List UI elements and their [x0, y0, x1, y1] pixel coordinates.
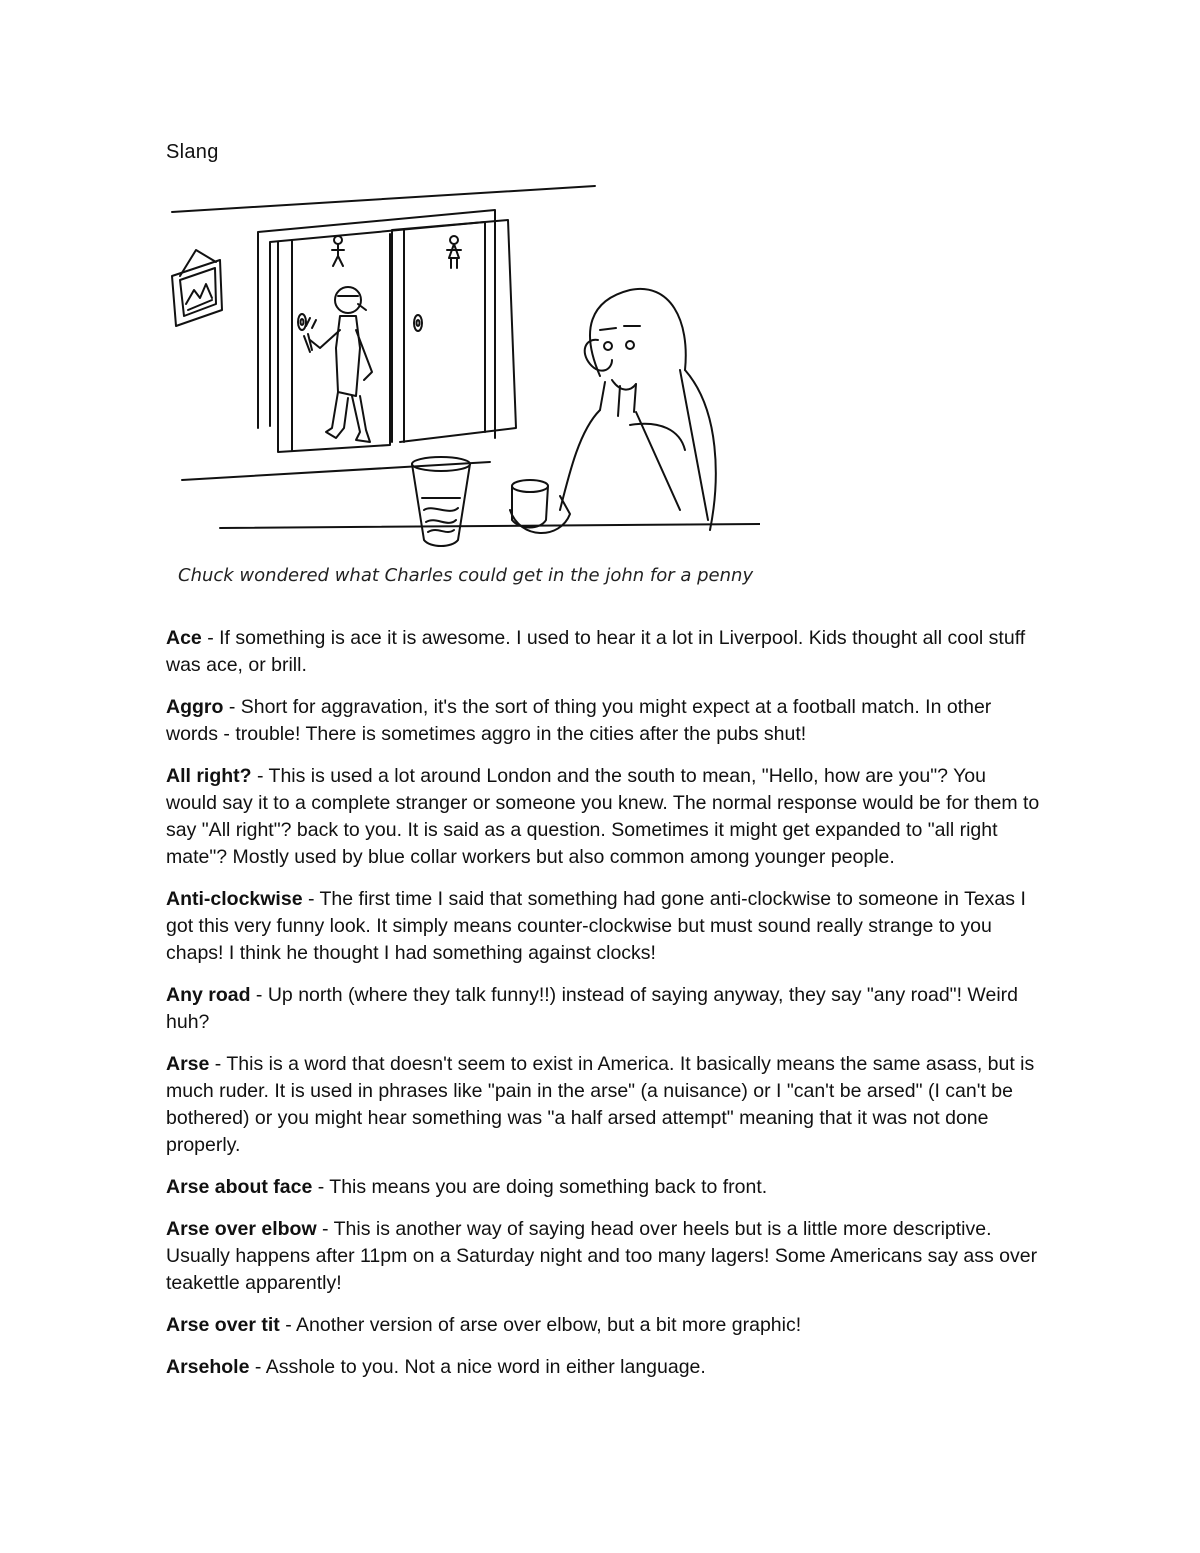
- entry-term: Arse about face: [166, 1176, 313, 1198]
- entry-definition: - If something is ace it is awesome. I used to hear it a lot in Liverpool. Kids thought all cool stuff was ace, or brill.: [166, 627, 1026, 676]
- entry-term: Aggro: [166, 696, 224, 718]
- glossary-entry-ace: [166, 625, 1041, 679]
- entry-definition: - This means you are doing something back to front.: [312, 1176, 768, 1198]
- glossary-entries: [166, 625, 1041, 1396]
- entry-term: Arse: [166, 1053, 210, 1075]
- entry-term: Arse over elbow: [166, 1218, 317, 1240]
- cartoon-illustration: [160, 180, 760, 555]
- entry-term: Any road: [166, 984, 251, 1006]
- entry-term: All right?: [166, 765, 252, 787]
- figure-caption: Chuck wondered what Charles could get in the john for a penny: [178, 565, 754, 586]
- entry-definition: - This is used a lot around London and the south to mean, "Hello, how are you"? You would say it to a complete stranger or someone you knew. The normal response would be for them to say "All right"? back to you. It is said as a question. Sometimes it might get expanded to "all right mate"? Mostly used by blue collar workers but also common among younger people.: [166, 765, 1040, 868]
- entry-definition: - This is a word that doesn't seem to exist in America. It basically means the same asass, but is much ruder. It is used in phrases like "pain in the arse" (a nuisance) or I "can't be arsed" (I can't be bothered) or you might hear something was "a half arsed attempt" meaning that it was not done properly.: [166, 1053, 1035, 1156]
- entry-definition: - The first time I said that something had gone anti-clockwise to someone in Texas I got this very funny look. It simply means counter-clockwise but must sound really strange to you chaps! I think he thought I had something against clocks!: [166, 888, 1026, 964]
- glossary-entry-arse-over-tit: [166, 1312, 1041, 1339]
- glossary-entry-arse-about-face: [166, 1174, 1041, 1201]
- glossary-entry-aggro: [166, 694, 1041, 748]
- entry-term: Arsehole: [166, 1356, 250, 1378]
- glossary-entry-arse-over-elbow: [166, 1216, 1041, 1297]
- entry-definition: - Short for aggravation, it's the sort of thing you might expect at a football match. In other words - trouble! There is sometimes aggro in the cities after the pubs shut!: [166, 696, 992, 745]
- entry-definition: - Up north (where they talk funny!!) instead of saying anyway, they say "any road"! Weird huh?: [166, 984, 1019, 1033]
- page-title: Slang: [166, 141, 219, 163]
- entry-term: Arse over tit: [166, 1314, 280, 1336]
- entry-term: Anti-clockwise: [166, 888, 303, 910]
- entry-definition: - This is another way of saying head over heels but is a little more descriptive. Usually happens after 11pm on a Saturday night and too many lagers! Some Americans say ass over teakettle apparently!: [166, 1218, 1038, 1294]
- entry-definition: - Asshole to you. Not a nice word in either language.: [249, 1356, 706, 1378]
- glossary-entry-any-road: [166, 982, 1041, 1036]
- entry-term: Ace: [166, 627, 202, 649]
- glossary-entry-all-right: [166, 763, 1041, 871]
- entry-definition: - Another version of arse over elbow, but a bit more graphic!: [279, 1314, 802, 1336]
- glossary-entry-arse: [166, 1051, 1041, 1159]
- glossary-entry-anti-clockwise: [166, 886, 1041, 967]
- glossary-entry-arsehole: [166, 1354, 1041, 1381]
